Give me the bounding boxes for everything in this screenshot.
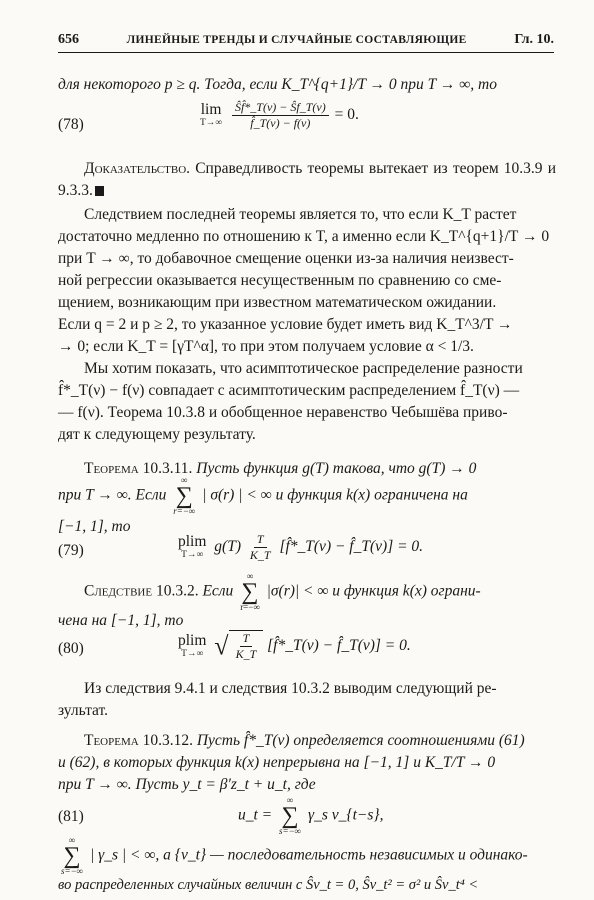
proof-text: Справедливость теоремы вытекает из теорем 10.3.9 и 9.3.3.	[58, 160, 556, 199]
corollary-text: |σ(r)| < ∞ и функция k(x) ограни-	[266, 582, 481, 600]
equation-term: [f̂*_T(ν) − f̂_T(ν)] = 0.	[267, 637, 411, 655]
page-number: 656	[58, 32, 79, 47]
sum-lower: r=−∞	[240, 602, 260, 612]
text-line: — f(ν). Теорема 10.3.8 и обобщенное неравенство Чебышёва приво-	[58, 404, 508, 421]
fraction-denominator: K_T	[235, 647, 257, 661]
paragraph-1	[58, 204, 556, 226]
fraction-denominator: K_T	[249, 548, 271, 562]
intro-line: для некоторого p ≥ q. Тогда, если K_T^{q+1}/T → 0 при T → ∞, то	[58, 76, 498, 93]
theorem-label: Теорема 10.3.12.	[84, 732, 193, 749]
corollary-label: Следствие 10.3.2.	[84, 582, 199, 600]
limit-label: lim	[200, 101, 222, 119]
equation-rhs: = 0.	[334, 106, 359, 124]
text-line: Из следствия 9.4.1 и следствия 10.3.2 выводим следующий ре-	[84, 680, 497, 697]
text-line: ной регрессии оказывается несущественным по сравнению со сме-	[58, 272, 502, 289]
limit-label: plim	[178, 533, 207, 551]
corollary-text: Если	[202, 582, 234, 600]
fraction-numerator: Ŝf̂*_T(ν) − Ŝf_T(ν)	[232, 100, 329, 116]
sum-upper: ∞	[246, 571, 254, 581]
theorem-10-3-12-line3: при T → ∞. Пусть y_t = β′z_t + u_t, где	[58, 776, 316, 793]
fraction	[247, 532, 274, 563]
text-line: Мы хотим показать, что асимптотическое распределение разности	[84, 360, 523, 377]
equation-number-81: (81)	[58, 808, 84, 825]
limit-operator	[178, 534, 206, 560]
theorem-label: Теорема 10.3.11.	[84, 460, 193, 477]
summation-sign: ∞ ∑ s=−∞	[61, 835, 84, 876]
limit-subscript: T→∞	[181, 648, 204, 659]
summation-sign: ∞ ∑ r=−∞	[240, 571, 260, 612]
corollary-10-3-2-line2: чена на [−1, 1], то	[58, 612, 184, 629]
sum-upper: ∞	[286, 795, 294, 805]
proof-paragraph	[58, 158, 556, 201]
fraction-numerator: T	[240, 631, 253, 647]
text-line: при T → ∞, то добавочное смещение оценки из-за наличия неизвест-	[58, 250, 514, 267]
equation-rhs: γ_s v_{t−s},	[307, 806, 384, 824]
final-line2: во распределенных случайных величин с Ŝv_t = 0, Ŝv_t² = σ² и Ŝv_t⁴ <	[58, 877, 479, 893]
limit-operator	[200, 102, 222, 128]
theorem-text: Пусть функция g(T) такова, что g(T) → 0	[196, 460, 477, 477]
equation-lhs: u_t =	[238, 806, 273, 824]
equation-term: [f̂*_T(ν) − f̂_T(ν)] = 0.	[279, 538, 424, 556]
theorem-10-3-12-line2: и (62), в которых функция k(x) непрерывна на [−1, 1] и K_T/T → 0	[58, 754, 496, 771]
fraction-denominator: f̂_T(ν) − f(ν)	[250, 116, 311, 130]
proof-label: Доказательство.	[84, 160, 191, 177]
fraction	[232, 100, 329, 131]
theorem-text: Пусть f̂*_T(ν) определяется соотношениями (61)	[196, 732, 525, 749]
fraction-numerator: T	[254, 532, 267, 548]
sum-lower: s=−∞	[279, 826, 302, 836]
sum-upper: ∞	[68, 835, 76, 845]
text-line: | γ_s | < ∞, а {v_t} — последовательность независимых и одинако-	[89, 846, 528, 864]
text-line: щением, возникающим при известном математическом ожидании.	[58, 294, 497, 311]
qed-mark	[95, 186, 104, 196]
final-line1	[58, 836, 528, 876]
text-line: дят к следующему результату.	[58, 426, 256, 443]
equation-80: plim T→∞ √ $\frac{T}{K\_T}$ [f̂*_T(ν) − f̂_T(ν)] = 0.	[178, 631, 411, 661]
equation-81	[238, 796, 383, 836]
theorem-10-3-12-line1	[84, 730, 525, 752]
theorem-text: | σ(r) | < ∞ и функция k(x) ограничена на	[202, 486, 468, 504]
text-line: f̂*_T(ν) − f(ν) совпадает с асимптотическим распределением f̂_T(ν) —	[58, 382, 520, 399]
equation-term: g(T)	[214, 538, 241, 556]
running-header	[58, 32, 554, 53]
text-line: достаточно медленно по отношению к T, а именно если K_T^{q+1}/T → 0	[58, 228, 550, 245]
sum-lower: r=−∞	[173, 506, 196, 516]
theorem-10-3-11-line2	[58, 476, 468, 516]
equation-78	[200, 100, 359, 131]
sum-lower: s=−∞	[61, 866, 84, 876]
equation-79	[178, 532, 423, 563]
theorem-10-3-11-line3: [−1, 1], то	[58, 518, 131, 535]
summation-sign: ∞ ∑ s=−∞	[279, 795, 302, 836]
text-line: Следствием последней теоремы является то, что если K_T растет	[84, 206, 517, 223]
running-title: ЛИНЕЙНЫЕ ТРЕНДЫ И СЛУЧАЙНЫЕ СОСТАВЛЯЮЩИЕ	[126, 34, 467, 46]
equation-number-80: (80)	[58, 640, 84, 657]
limit-label: plim	[178, 632, 207, 650]
sum-upper: ∞	[181, 475, 188, 485]
equation-number-79: (79)	[58, 542, 84, 559]
limit-operator	[178, 633, 206, 659]
theorem-text: при T → ∞. Если	[58, 486, 167, 504]
limit-subscript: T→∞	[181, 549, 204, 560]
corollary-10-3-2-line1	[84, 572, 481, 612]
text-line: зультат.	[58, 702, 109, 719]
equation-number-78: (78)	[58, 116, 84, 133]
square-root	[229, 630, 264, 662]
text-line: → 0; если K_T = [γT^α], то при этом получаем условие α < 1/3.	[58, 338, 474, 355]
fraction	[233, 631, 260, 662]
summation-sign: ∞ ∑ r=−∞	[173, 475, 196, 516]
chapter-label: Гл. 10.	[514, 32, 554, 47]
limit-subscript: T→∞	[200, 117, 223, 128]
text-line: Если q = 2 и p ≥ 2, то указанное условие будет иметь вид K_T^3/T →	[58, 316, 513, 333]
